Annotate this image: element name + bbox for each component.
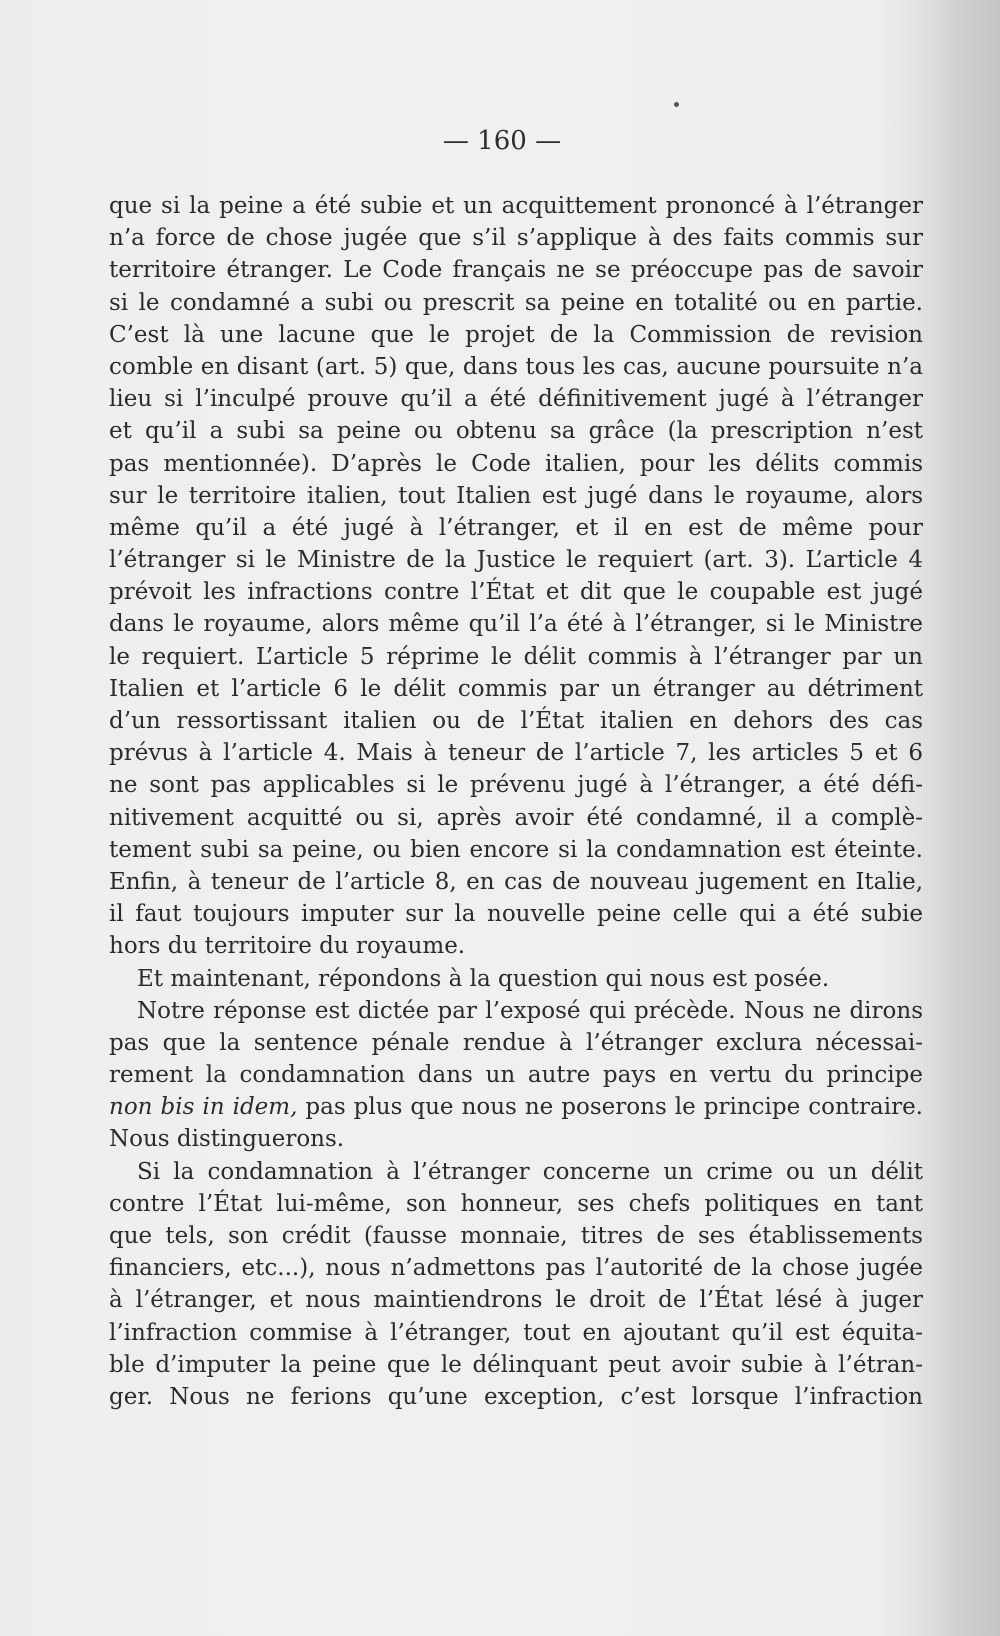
- text-line: Enfin, à teneur de l’article 8, en cas de nouveau jugement en Italie,: [109, 868, 923, 895]
- text-line: hors du territoire du royaume.: [109, 933, 466, 960]
- text-line: prévoit les infractions contre l’État et dit que le coupable est jugé: [109, 579, 923, 606]
- text-line: que tels, son crédit (fausse monnaie, titres de ses établissements: [109, 1223, 923, 1249]
- text-line: dans le royaume, alors même qu’il l’a été à l’étranger, si le Ministre: [109, 611, 923, 638]
- text-line: [109, 1091, 923, 1123]
- body-text: [109, 190, 923, 1413]
- text-line: prévus à l’article 4. Mais à teneur de l’article 7, les articles 5 et 6: [109, 740, 923, 767]
- text-line: Italien et l’article 6 le délit commis par un étranger au détriment: [109, 675, 923, 702]
- text-line: C’est là une lacune que le projet de la Commission de revision: [109, 321, 923, 348]
- text-line: l’étranger si le Ministre de la Justice le requiert (art. 3). L’article 4: [109, 547, 923, 574]
- ink-speck: [674, 102, 679, 107]
- text-line: financiers, etc...), nous n’admettons pas l’autorité de la chose jugée: [109, 1255, 923, 1282]
- text-line: nitivement acquitté ou si, après avoir été condamné, il a complè-: [109, 804, 923, 831]
- text-line: pas mentionnée). D’après le Code italien, pour les délits commis: [109, 450, 923, 477]
- text-line: contre l’État lui-même, son honneur, ses chefs politiques en tant: [109, 1190, 923, 1217]
- text-line: même qu’il a été jugé à l’étranger, et il en est de même pour: [109, 514, 923, 541]
- text-line: il faut toujours imputer sur la nouvelle peine celle qui a été subie: [109, 901, 923, 928]
- text-line: tement subi sa peine, ou bien encore si la condamnation est éteinte.: [109, 836, 923, 863]
- text-line: et qu’il a subi sa peine ou obtenu sa grâce (la prescription n’est: [109, 418, 923, 445]
- text-line: pas que la sentence pénale rendue à l’étranger exclura nécessai-: [109, 1029, 923, 1056]
- text-line: si le condamné a subi ou prescrit sa peine en totalité ou en partie.: [109, 289, 923, 316]
- text-line: ger. Nous ne ferions qu’une exception, c’est lorsque l’infraction: [109, 1383, 923, 1410]
- text-line: lieu si l’inculpé prouve qu’il a été définitivement jugé à l’étranger: [109, 386, 923, 413]
- text-line: comble en disant (art. 5) que, dans tous les cas, aucune poursuite n’a: [109, 353, 923, 380]
- text-line: Notre réponse est dictée par l’exposé qui précède. Nous ne dirons: [137, 997, 923, 1024]
- text-line: à l’étranger, et nous maintiendrons le droit de l’État lésé à juger: [109, 1287, 923, 1314]
- text-line: sur le territoire italien, tout Italien est jugé dans le royaume, alors: [109, 482, 923, 509]
- text-line: Nous distinguerons.: [109, 1126, 345, 1153]
- text-line: n’a force de chose jugée que s’il s’applique à des faits commis sur: [109, 225, 923, 252]
- text-line-rest: pas plus que nous ne poserons le principe contraire.: [297, 1094, 923, 1121]
- text-line: l’infraction commise à l’étranger, tout en ajoutant qu’il est équita-: [109, 1319, 923, 1346]
- latin-phrase: non bis in idem,: [109, 1094, 298, 1121]
- page-number: — 160 —: [442, 126, 562, 156]
- text-line: le requiert. L’article 5 réprime le délit commis à l’étranger par un: [109, 643, 923, 670]
- text-line: d’un ressortissant italien ou de l’État italien en dehors des cas: [109, 708, 923, 734]
- text-line: rement la condamnation dans un autre pays en vertu du principe: [109, 1062, 923, 1089]
- text-line: Si la condamnation à l’étranger concerne un crime ou un délit: [137, 1158, 923, 1185]
- text-line: que si la peine a été subie et un acquittement prononcé à l’étranger: [109, 193, 923, 219]
- text-line: ble d’imputer la peine que le délinquant peut avoir subie à l’étran-: [109, 1351, 923, 1378]
- text-line: ne sont pas applicables si le prévenu jugé à l’étranger, a été défi-: [109, 772, 923, 799]
- text-line: Et maintenant, répondons à la question qui nous est posée.: [137, 965, 830, 992]
- text-line: territoire étranger. Le Code français ne se préoccupe pas de savoir: [109, 257, 923, 284]
